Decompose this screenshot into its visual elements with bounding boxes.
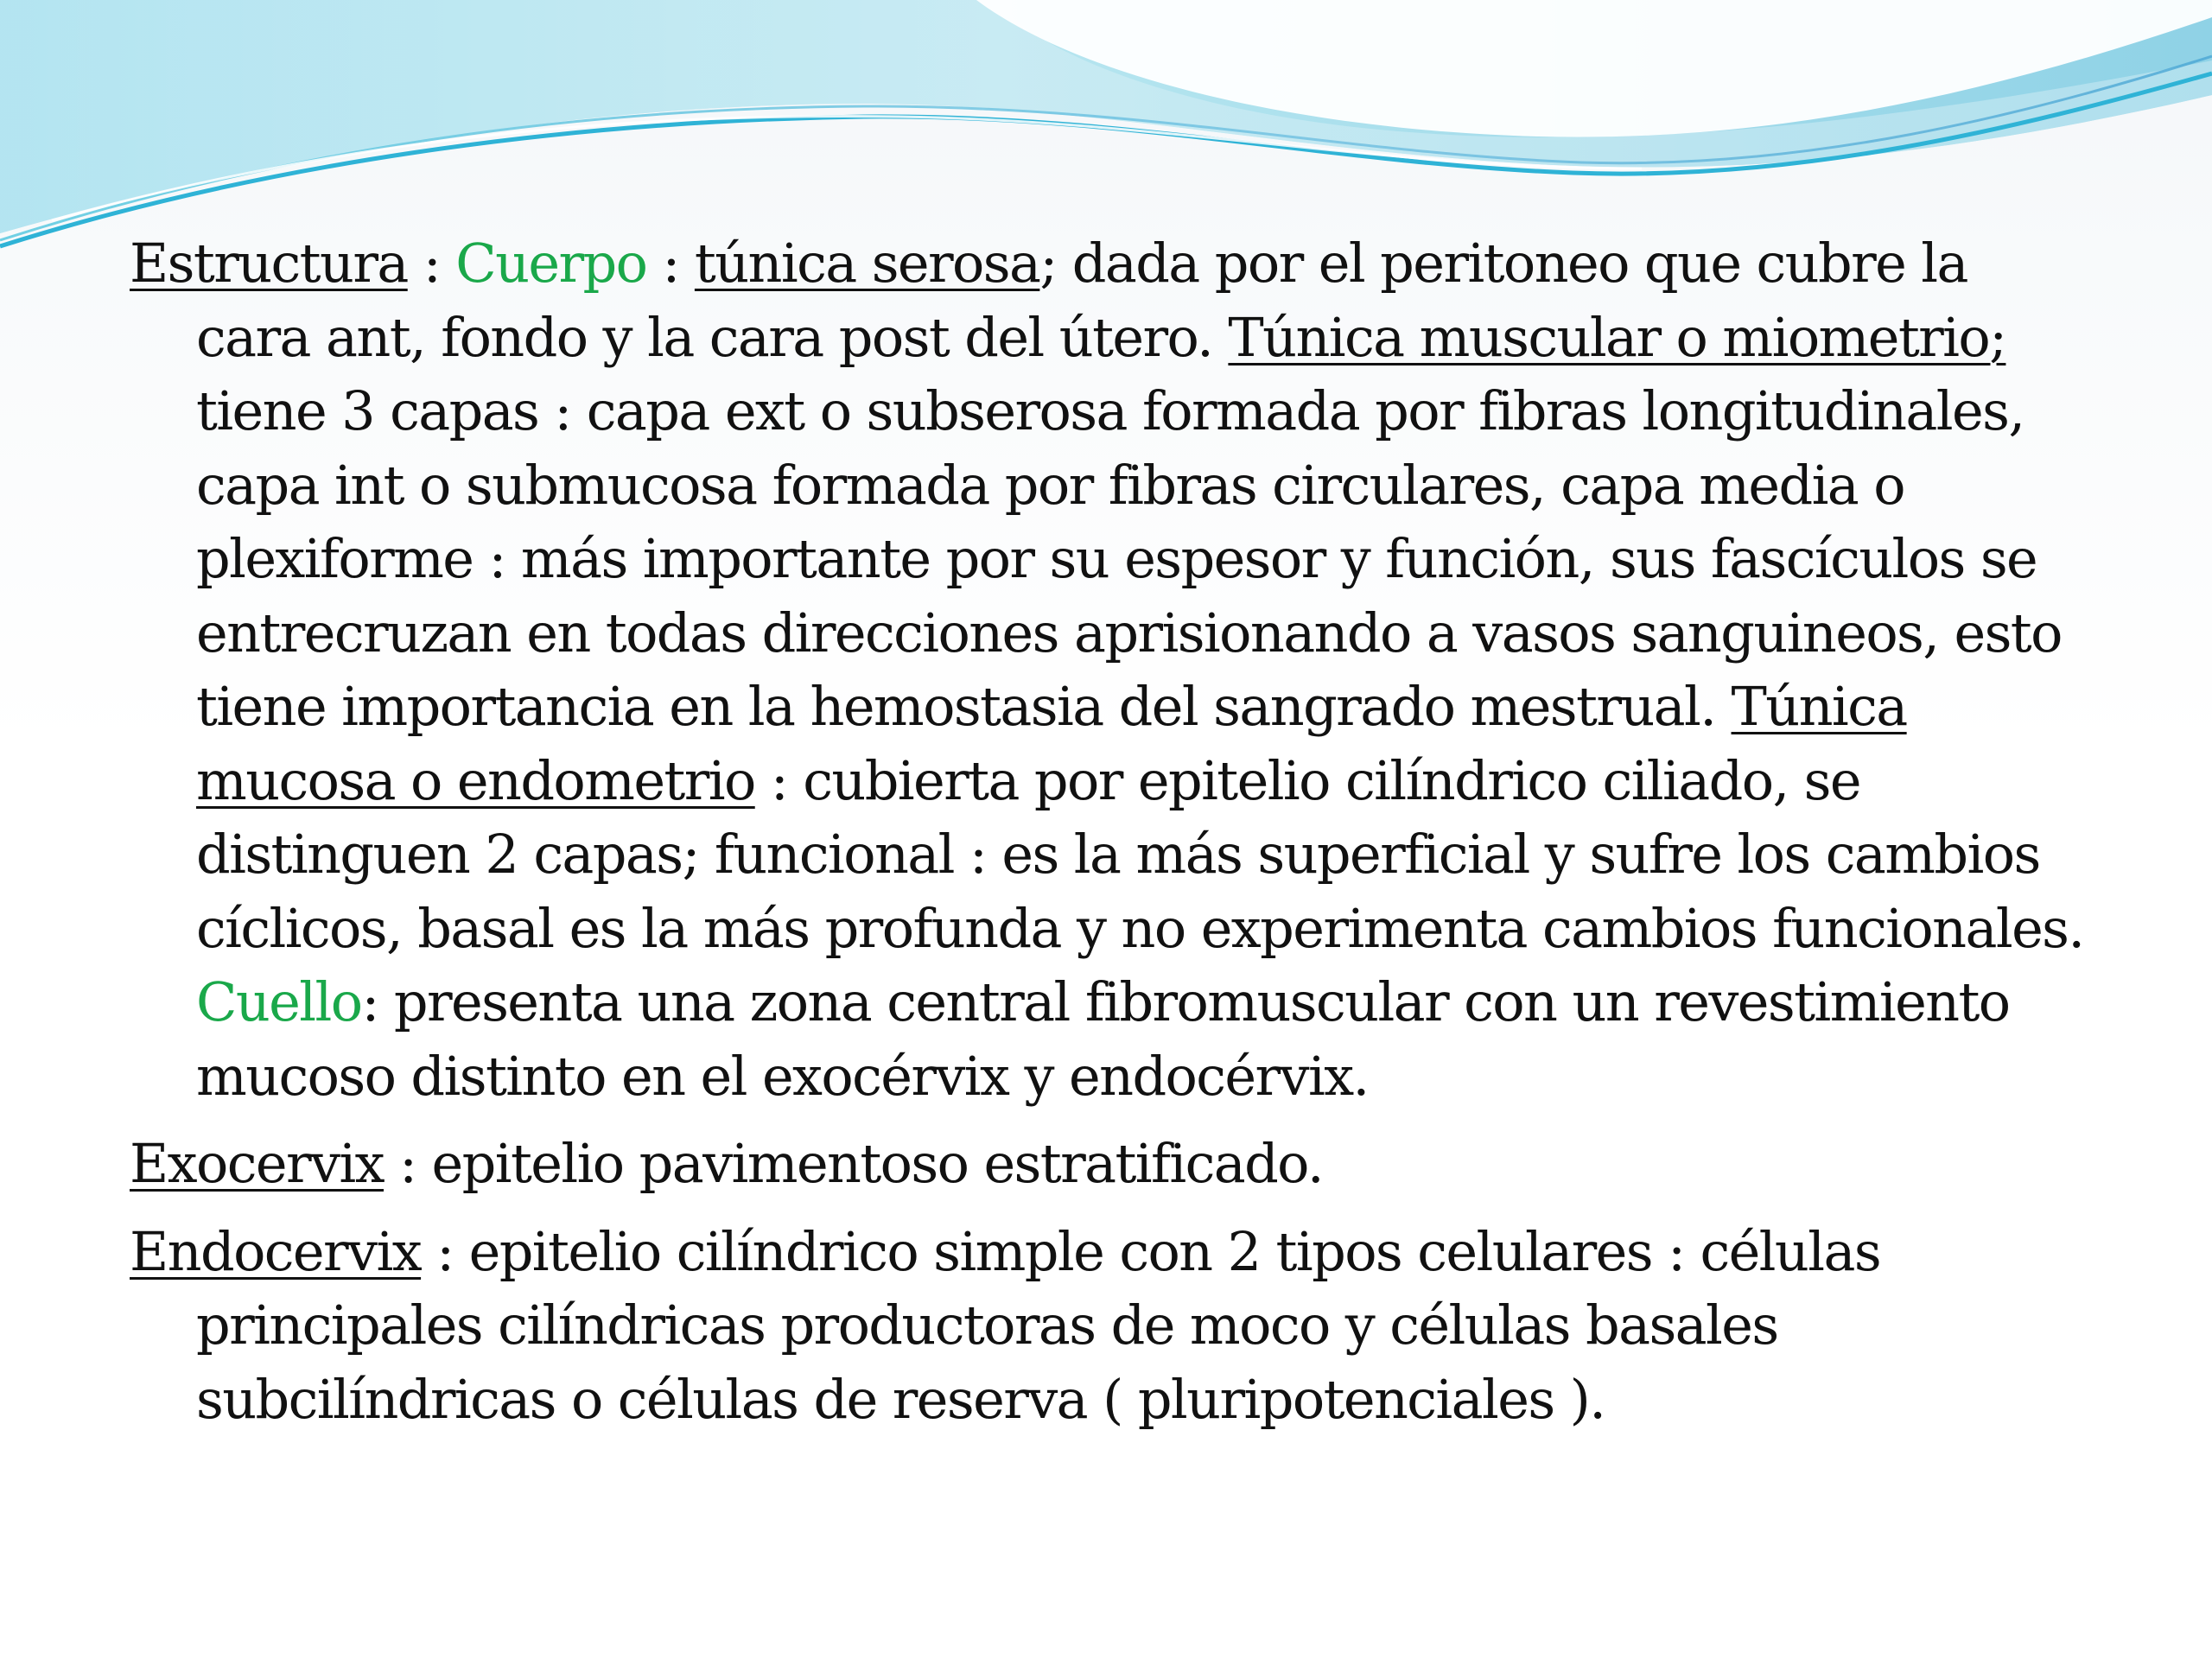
paragraph-endocervix: [130, 1215, 2091, 1437]
separator: :: [646, 232, 695, 295]
label-cuello: Cuello: [196, 970, 362, 1033]
paragraph-estructura: [130, 226, 2091, 1113]
term-estructura: Estructura: [130, 232, 408, 295]
text-serosa: ; dada por el peritoneo que cubre la cara ant, fondo y la cara post del útero.: [196, 232, 1967, 369]
label-cuerpo: Cuerpo: [455, 232, 647, 295]
term-tunica-mucosa: Túnica mucosa o endometrio: [196, 675, 1907, 812]
term-tunica-serosa: túnica serosa: [694, 232, 1040, 295]
paragraph-exocervix: [130, 1127, 2091, 1201]
text-endocervix: : epitelio cilíndrico simple con 2 tipos celulares : células principales cilíndricas productoras de moco y células basales subcilíndricas o células de reserva ( pluripotenciales ).: [196, 1219, 1881, 1431]
term-tunica-muscular: Túnica muscular o miometrio;: [1228, 305, 2006, 369]
slide-body: [130, 226, 2091, 1450]
text-exocervix: : epitelio pavimentoso estratificado.: [384, 1132, 1323, 1195]
header-wave-decoration: [0, 0, 2212, 259]
separator: :: [407, 232, 456, 295]
text-cuello: : presenta una zona central fibromuscular con un revestimiento mucoso distinto en el exocérvix y endocérvix.: [196, 970, 2010, 1108]
text-mucosa: : cubierta por epitelio cilíndrico ciliado, se distinguen 2 capas; funcional : es la más superficial y sufre los cambios cíclicos, basal es la más profunda y no experimenta cambios funcionales.: [196, 748, 2084, 960]
term-exocervix: Exocervix: [130, 1132, 385, 1195]
text-muscular: tiene 3 capas : capa ext o subserosa formada por fibras longitudinales, capa int o submucosa formada por fibras circulares, capa media o plexiforme : más importante por su espesor y función, sus fascículos se entrecruzan en todas direcciones aprisionando a vasos sanguineos, esto tiene importancia en la hemostasia del sangrado mestrual.: [196, 379, 2062, 738]
term-endocervix: Endocervix: [130, 1219, 422, 1283]
